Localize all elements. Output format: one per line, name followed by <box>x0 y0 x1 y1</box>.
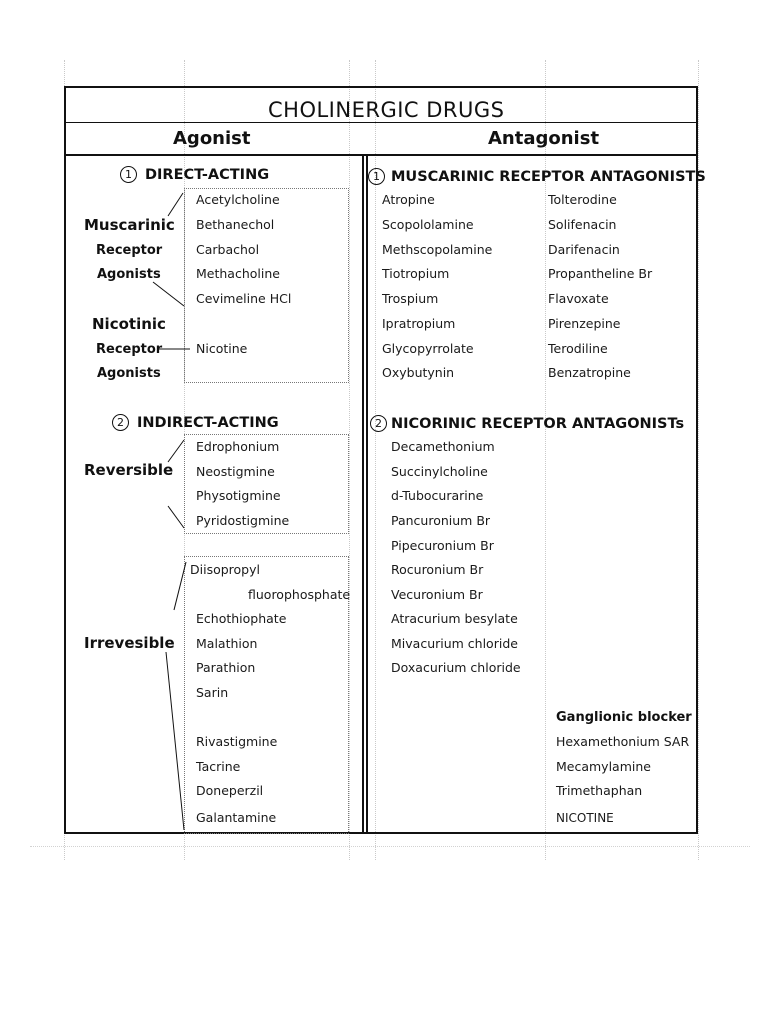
list-item: Ipratropium <box>382 316 456 331</box>
list-item: Benzatropine <box>548 365 631 380</box>
list-item: Parathion <box>196 660 256 675</box>
reversible-label: Reversible <box>84 461 174 479</box>
muscarinic-antagonists-label: MUSCARINIC RECEPTOR ANTAGONISTS <box>391 169 706 185</box>
list-item: Malathion <box>196 636 258 651</box>
list-item: Scopololamine <box>382 217 474 232</box>
list-item: Atropine <box>382 192 435 207</box>
list-item: Solifenacin <box>548 217 617 232</box>
agonist-heading: Agonist <box>173 128 251 149</box>
list-item: Bethanechol <box>196 217 275 232</box>
list-item: Diisopropyl <box>190 562 260 577</box>
list-item: Rocuronium Br <box>391 562 484 577</box>
muscarinic-label: Muscarinic <box>84 216 175 234</box>
list-item: Trimethaphan <box>556 783 643 798</box>
indirect-acting-label: INDIRECT-ACTING <box>137 415 279 431</box>
list-item: Mivacurium chloride <box>391 636 518 651</box>
list-item: Galantamine <box>196 810 277 825</box>
list-item: fluorophosphate <box>248 587 351 602</box>
muscarinic-antagonists-title <box>368 168 706 185</box>
receptor-label: Receptor <box>96 243 163 258</box>
agonists-label: Agonists <box>97 366 161 381</box>
list-item: Tiotropium <box>382 266 450 281</box>
list-item: Tolterodine <box>548 192 617 207</box>
receptor-label: Receptor <box>96 342 163 357</box>
direct-acting-title <box>120 166 269 183</box>
list-item: Acetylcholine <box>196 192 280 207</box>
list-item: NICOTINE <box>556 811 614 825</box>
list-item: Doneperzil <box>196 783 264 798</box>
list-item: Edrophonium <box>196 439 280 454</box>
list-item: Rivastigmine <box>196 734 278 749</box>
list-item: Nicotine <box>196 341 248 356</box>
list-item: Physotigmine <box>196 488 281 503</box>
list-item: Carbachol <box>196 242 260 257</box>
number-one-icon: 1 <box>368 168 385 185</box>
nicotinic-label: Nicotinic <box>92 315 166 333</box>
list-item: Glycopyrrolate <box>382 341 474 356</box>
list-item: Sarin <box>196 685 229 700</box>
list-item: Methacholine <box>196 266 280 281</box>
list-item: Propantheline Br <box>548 266 653 281</box>
antagonist-heading: Antagonist <box>488 128 600 149</box>
list-item: Terodiline <box>548 341 608 356</box>
direct-acting-label: DIRECT-ACTING <box>145 167 270 183</box>
list-item: Darifenacin <box>548 242 620 257</box>
number-two-icon: 2 <box>112 414 129 431</box>
list-item: Cevimeline HCl <box>196 291 292 306</box>
irreversible-label: Irrevesible <box>84 634 175 652</box>
list-item: Decamethonium <box>391 439 495 454</box>
list-item: Flavoxate <box>548 291 609 306</box>
indirect-acting-title <box>112 414 279 431</box>
list-item: Methscopolamine <box>382 242 493 257</box>
list-item: Mecamylamine <box>556 759 651 774</box>
list-item: Neostigmine <box>196 464 275 479</box>
page-title: CHOLINERGIC DRUGS <box>268 98 505 122</box>
list-item: Echothiophate <box>196 611 287 626</box>
list-item: Atracurium besylate <box>391 611 518 626</box>
nicotinic-antagonists-label: NICORINIC RECEPTOR ANTAGONISTs <box>391 416 685 432</box>
list-item: Trospium <box>382 291 439 306</box>
number-two-icon: 2 <box>370 415 387 432</box>
list-item: Tacrine <box>196 759 241 774</box>
list-item: Doxacurium chloride <box>391 660 521 675</box>
ganglionic-blocker-title: Ganglionic blocker <box>556 710 692 725</box>
list-item: Pancuronium Br <box>391 513 491 528</box>
list-item: Hexamethonium SAR <box>556 734 690 749</box>
list-item: Succinylcholine <box>391 464 488 479</box>
list-item: Vecuronium Br <box>391 587 483 602</box>
list-item: d-Tubocurarine <box>391 488 484 503</box>
list-item: Oxybutynin <box>382 365 455 380</box>
list-item: Pyridostigmine <box>196 513 290 528</box>
list-item: Pipecuronium Br <box>391 538 494 553</box>
number-one-icon: 1 <box>120 166 137 183</box>
nicotinic-antagonists-title <box>370 415 684 432</box>
agonists-label: Agonists <box>97 267 161 282</box>
list-item: Pirenzepine <box>548 316 621 331</box>
